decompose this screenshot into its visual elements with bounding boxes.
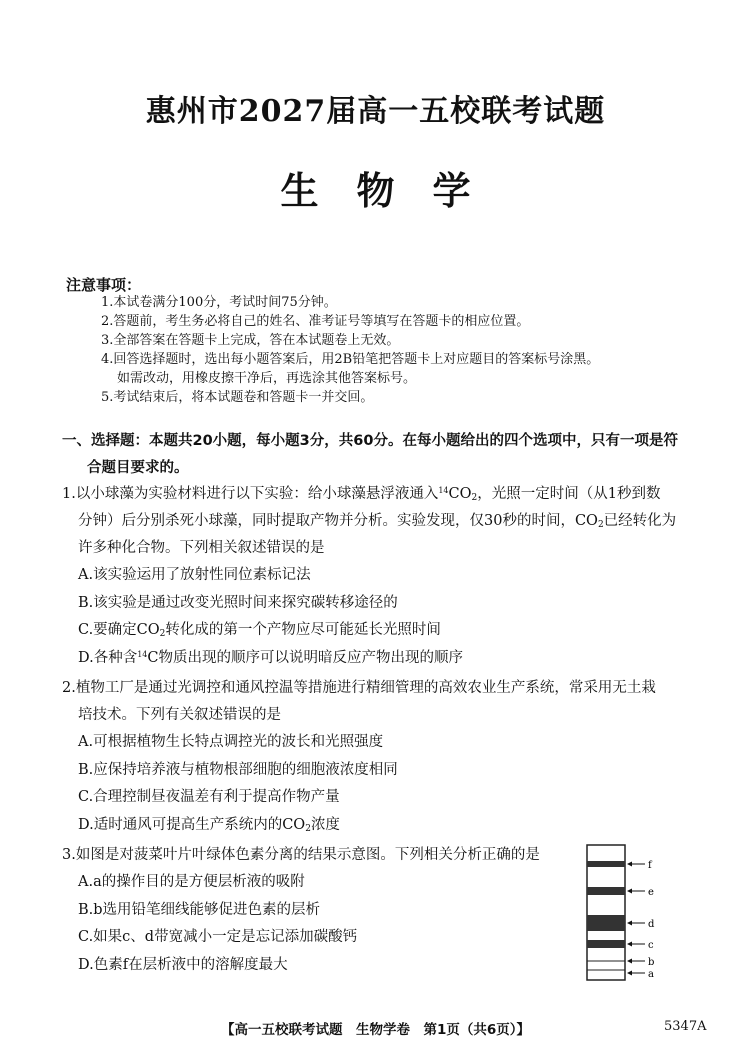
question-3 bbox=[62, 842, 582, 979]
option-a: A.可根据植物生长特点调控光的波长和光照强度 bbox=[78, 734, 384, 750]
question-1 bbox=[62, 481, 694, 672]
arrow-head-icon bbox=[627, 971, 632, 976]
pigment-band-c bbox=[587, 940, 625, 948]
chromatography-figure bbox=[585, 843, 675, 983]
pigment-band-d bbox=[587, 915, 625, 931]
question-stem: 3.如图是对菠菜叶片叶绿体色素分离的结果示意图。下列相关分析正确的是 bbox=[62, 847, 540, 863]
arrow-head-icon bbox=[627, 889, 632, 894]
question-stem: 2.植物工厂是通过光调控和通风控温等措施进行精细管理的高效农业生产系统，常采用无土栽 培技术。下列有关叙述错误的是 bbox=[62, 680, 656, 723]
pigment-band-e bbox=[587, 887, 625, 895]
option-c: C.合理控制昼夜温差有利于提高作物产量 bbox=[78, 789, 340, 805]
note-item: 4.回答选择题时，选出每小题答案后，用2B铅笔把答题卡上对应题目的答案标号涂黑。 如需改动，用橡皮擦干净后，再选涂其他答案标号。 bbox=[101, 352, 600, 386]
option-c: C.要确定$CO_2$转化成的第一个产物应尽可能延长光照时间 bbox=[78, 622, 441, 639]
notes-list bbox=[101, 293, 701, 407]
note-item: 5.考试结束后，将本试题卷和答题卡一并交回。 bbox=[101, 390, 374, 405]
label-d: d bbox=[648, 919, 655, 930]
option-a: A.该实验运用了放射性同位素标记法 bbox=[78, 567, 311, 583]
question-2 bbox=[62, 675, 694, 839]
arrow-head-icon bbox=[627, 942, 632, 947]
question-stem: 1.以小球藻为实验材料进行以下实验：给小球藻悬浮液通入$^{14}CO_2$，光照一定时间（从1秒到数 分钟）后分别杀死小球藻，同时提取产物并分析。实验发现，仅30秒的时间，$CO_2$已经转化为 许多种化合物。下列相关叙述错误的是 bbox=[62, 486, 677, 556]
note-item: 3.全部答案在答题卡上完成，答在本试题卷上无效。 bbox=[101, 333, 400, 348]
option-b: B.该实验是通过改变光照时间来探究碳转移途径的 bbox=[78, 594, 398, 611]
paper-code: 5347A bbox=[664, 1019, 707, 1034]
exam-title: 惠州市2027届高一五校联考试题 bbox=[145, 94, 606, 129]
page-footer: 【高一五校联考试题 生物学卷 第1页（共6页）】 bbox=[220, 1022, 531, 1038]
label-b: b bbox=[648, 957, 655, 968]
note-item: 1.本试卷满分100分，考试时间75分钟。 bbox=[101, 295, 337, 310]
note-item: 2.答题前，考生务必将自己的姓名、准考证号等填写在答题卡的相应位置。 bbox=[101, 314, 530, 329]
label-e: e bbox=[648, 887, 654, 898]
option-d: D.适时通风可提高生产系统内的$CO_2$浓度 bbox=[78, 816, 340, 834]
section-heading: 一、选择题：本题共20小题，每小题3分，共60分。在每小题给出的四个选项中，只有一项是符 合题目要求的。 bbox=[62, 433, 678, 476]
option-d: D.各种含$^{14}$C物质出现的顺序可以说明暗反应产物出现的顺序 bbox=[78, 649, 463, 666]
label-c: c bbox=[648, 940, 654, 951]
subject-title: 生物学 bbox=[280, 168, 509, 213]
option-b: B.应保持培养液与植物根部细胞的细胞液浓度相同 bbox=[78, 761, 398, 778]
option-c: C.如果c、d带宽减小一定是忘记添加碳酸钙 bbox=[78, 929, 358, 945]
label-f: f bbox=[648, 860, 652, 871]
arrow-head-icon bbox=[627, 959, 632, 964]
notes-heading: 注意事项： bbox=[66, 276, 142, 294]
arrow-head-icon bbox=[627, 921, 632, 926]
arrow-head-icon bbox=[627, 862, 632, 867]
option-b: B.b选用铅笔细线能够促进色素的层析 bbox=[78, 901, 321, 918]
label-a: a bbox=[648, 969, 654, 980]
option-a: A.a的操作目的是方便层析液的吸附 bbox=[78, 874, 305, 890]
option-d: D.色素f在层析液中的溶解度最大 bbox=[78, 956, 288, 973]
pigment-band-f bbox=[587, 861, 625, 867]
